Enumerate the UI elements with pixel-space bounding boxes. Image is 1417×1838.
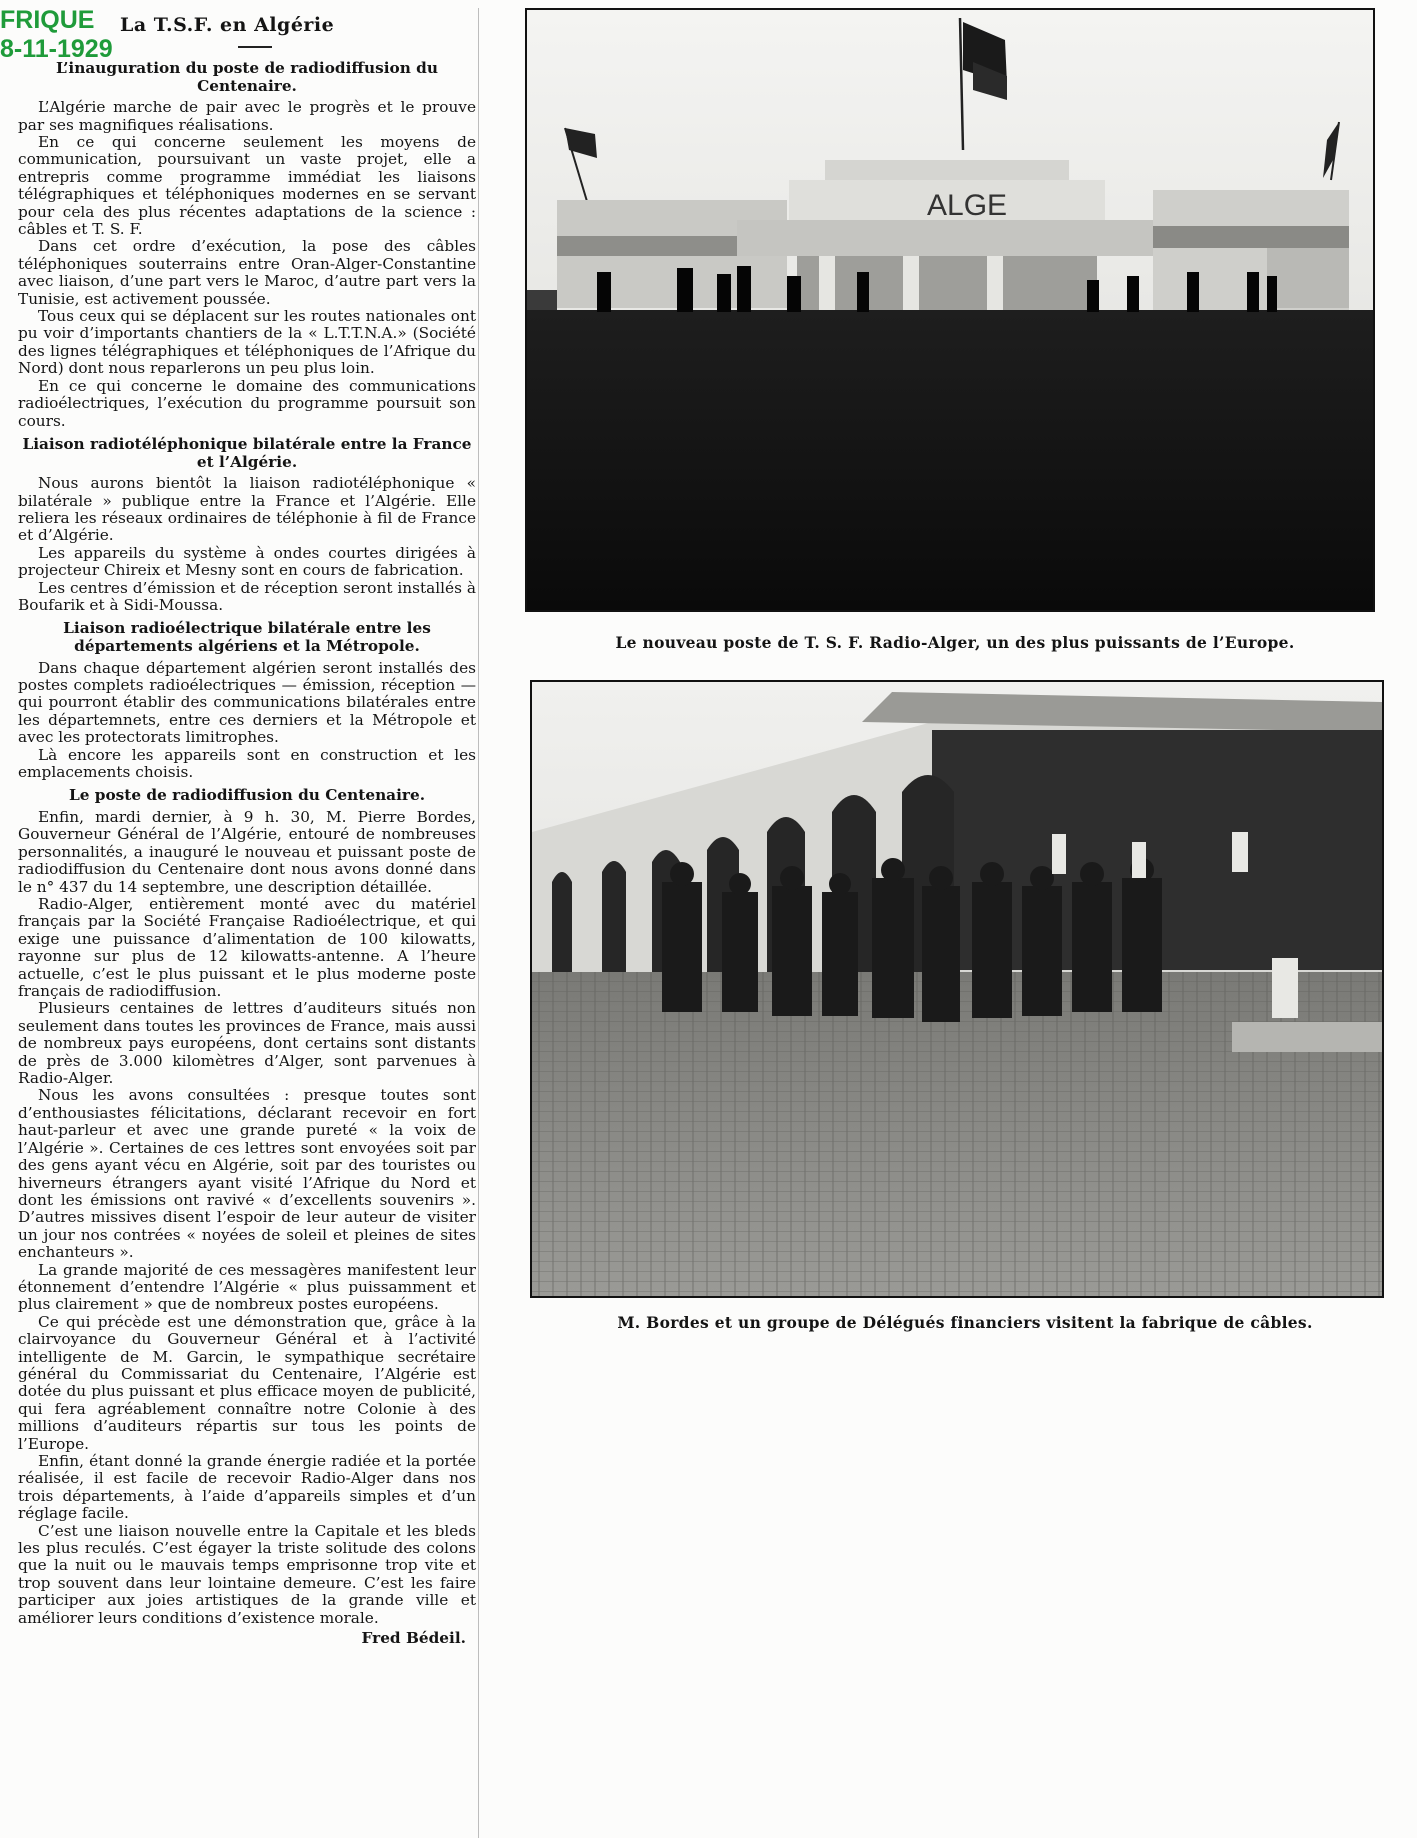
photo1-caption: Le nouveau poste de T. S. F. Radio-Alger, un des plus puissants de l’Europe. [615, 633, 1295, 652]
article-paragraph: C’est une liaison nouvelle entre la Capitale et les bleds les plus reculés. C’est égayer la triste solitude des colons que la nuit ou le mauvais temps emprisonne trop vite et trop souvent dans leur lointaine demeure. C’est les faire participer aux joies artistiques de la grande ville et améliorer leurs conditions d’existence morale. [18, 1521, 476, 1627]
article-paragraph: Plusieurs centaines de lettres d’auditeurs situés non seulement dans toutes les provinces de France, mais aussi de nombreux pays européens, dont certains sont distants de près de 3.000 kilomètres d’Alger, sont parvenues à Radio-Alger. [18, 999, 476, 1088]
article-paragraph: Dans chaque département algérien seront installés des postes complets radioélectriques — émission, réception — qui pourront établir des communications bilatérales entre les départemnets, entre ces derniers et la Métropole et avec les protectorats limitrophes. [18, 658, 476, 747]
article-paragraph: Dans cet ordre d’exécution, la pose des câbles téléphoniques souterrains entre Oran-Alger-Constantine avec liaison, d’une part vers le Maroc, d’autre part vers la Tunisie, est activement poussée. [18, 237, 476, 308]
column-divider [478, 8, 479, 1838]
article-paragraph: Tous ceux qui se déplacent sur les routes nationales ont pu voir d’importants chantiers de la « L.T.T.N.A.» (Société des lignes télégraphiques et téléphoniques de l’Afrique du Nord) dont nous reparlerons un peu plus loin. [18, 307, 476, 378]
article-paragraph: Enfin, mardi dernier, à 9 h. 30, M. Pierre Bordes, Gouverneur Général de l’Algérie, entouré de nombreuses personnalités, a inauguré le nouveau et puissant poste de radiodiffusion du Centenaire dont nous avons donné dans le n° 437 du 14 septembre, une description détaillée. [18, 807, 476, 896]
photo-cable-factory-visit [530, 680, 1384, 1298]
section-heading: L’inauguration du poste de radiodiffusion du Centenaire. [56, 59, 438, 95]
article-body [18, 58, 476, 1647]
article-paragraph: En ce qui concerne seulement les moyens de communication, poursuivant un vaste projet, elle a entrepris comme programme immédiat les liaisons télégraphiques et téléphoniques modernes en se servant pour cela des plus récentes adaptations de la science : câbles et T. S. F. [18, 133, 476, 239]
article-paragraph: Nous aurons bientôt la liaison radiotéléphonique « bilatérale » publique entre la France et l’Algérie. Elle reliera les réseaux ordinaires de téléphonie à fil de France et d’Algérie. [18, 474, 476, 545]
article-paragraph: Ce qui précède est une démonstration que, grâce à la clairvoyance du Gouverneur Général et à l’activité intelligente de M. Garcin, le sympathique secrétaire général du Commissariat du Centenaire, l’Algérie est dotée du plus puissant et plus efficace moyen de publicité, qui fera agréablement connaître notre Colonie à des millions d’auditeurs répartis sur tous les points de l’Europe. [18, 1312, 476, 1453]
photo-radio-alger-building [525, 8, 1375, 612]
article-paragraph: Radio-Alger, entièrement monté avec du matériel français par la Société Française Radioélectrique, et qui exige une puissance d’alimentation de 100 kilowatts, rayonne sur plus de 12 kilowatts-antenne. A l’heure actuelle, c’est le plus puissant et le plus moderne poste français de radiodiffusion. [18, 895, 476, 1001]
section-heading: Le poste de radiodiffusion du Centenaire. [68, 786, 426, 805]
section-heading: Liaison radiotéléphonique bilatérale entre la France et l’Algérie. [22, 434, 472, 471]
title-rule [238, 46, 272, 48]
article-paragraph: Enfin, étant donné la grande énergie radiée et la portée réalisée, il est facile de recevoir Radio-Alger dans nos trois départements, à l’aide d’appareils simples et d’un réglage facile. [18, 1452, 476, 1523]
article-title: La T.S.F. en Algérie [120, 14, 335, 36]
archive-stamp: FRIQUE 8-11-1929 [0, 6, 113, 63]
author-signature: Fred Bédeil. [361, 1629, 466, 1648]
article-paragraph: La grande majorité de ces messagères manifestent leur étonnement d’entendre l’Algérie « plus puissamment et plus clairement » que de nombreux postes européens. [18, 1260, 476, 1314]
article-paragraph: En ce qui concerne le domaine des communications radioélectriques, l’exécution du programme poursuit son cours. [18, 376, 476, 430]
article-paragraph: L’Algérie marche de pair avec le progrès et le prouve par ses magnifiques réalisations. [18, 98, 476, 134]
section-heading: Liaison radioélectrique bilatérale entre les départements algériens et la Métropole. [63, 619, 431, 655]
article-paragraph: Nous les avons consultées : presque toutes sont d’enthousiastes félicitations, déclarant recevoir en fort haut-parleur et avec une grande pureté « la voix de l’Algérie ». Certaines de ces lettres sont envoyées soit par des gens ayant vécu en Algérie, soit par des touristes ou hiverneurs étrangers ayant visité l’Afrique du Nord et dont les émissions ont ravivé « d’excellents souvenirs ». D’autres missives disent l’espoir de leur auteur de visiter un jour nos contrées « noyées de soleil et pleines de sites enchanteurs ». [18, 1086, 476, 1262]
photo2-caption: M. Bordes et un groupe de Délégués financiers visitent la fabrique de câbles. [617, 1313, 1313, 1332]
article-paragraph: Là encore les appareils sont en construction et les emplacements choisis. [18, 745, 476, 781]
article-paragraph: Les appareils du système à ondes courtes dirigées à projecteur Chireix et Mesny sont en cours de fabrication. [18, 543, 476, 580]
sign-text: ALGE [927, 189, 1008, 222]
article-paragraph: Les centres d’émission et de réception seront installés à Boufarik et à Sidi-Moussa. [18, 578, 476, 614]
